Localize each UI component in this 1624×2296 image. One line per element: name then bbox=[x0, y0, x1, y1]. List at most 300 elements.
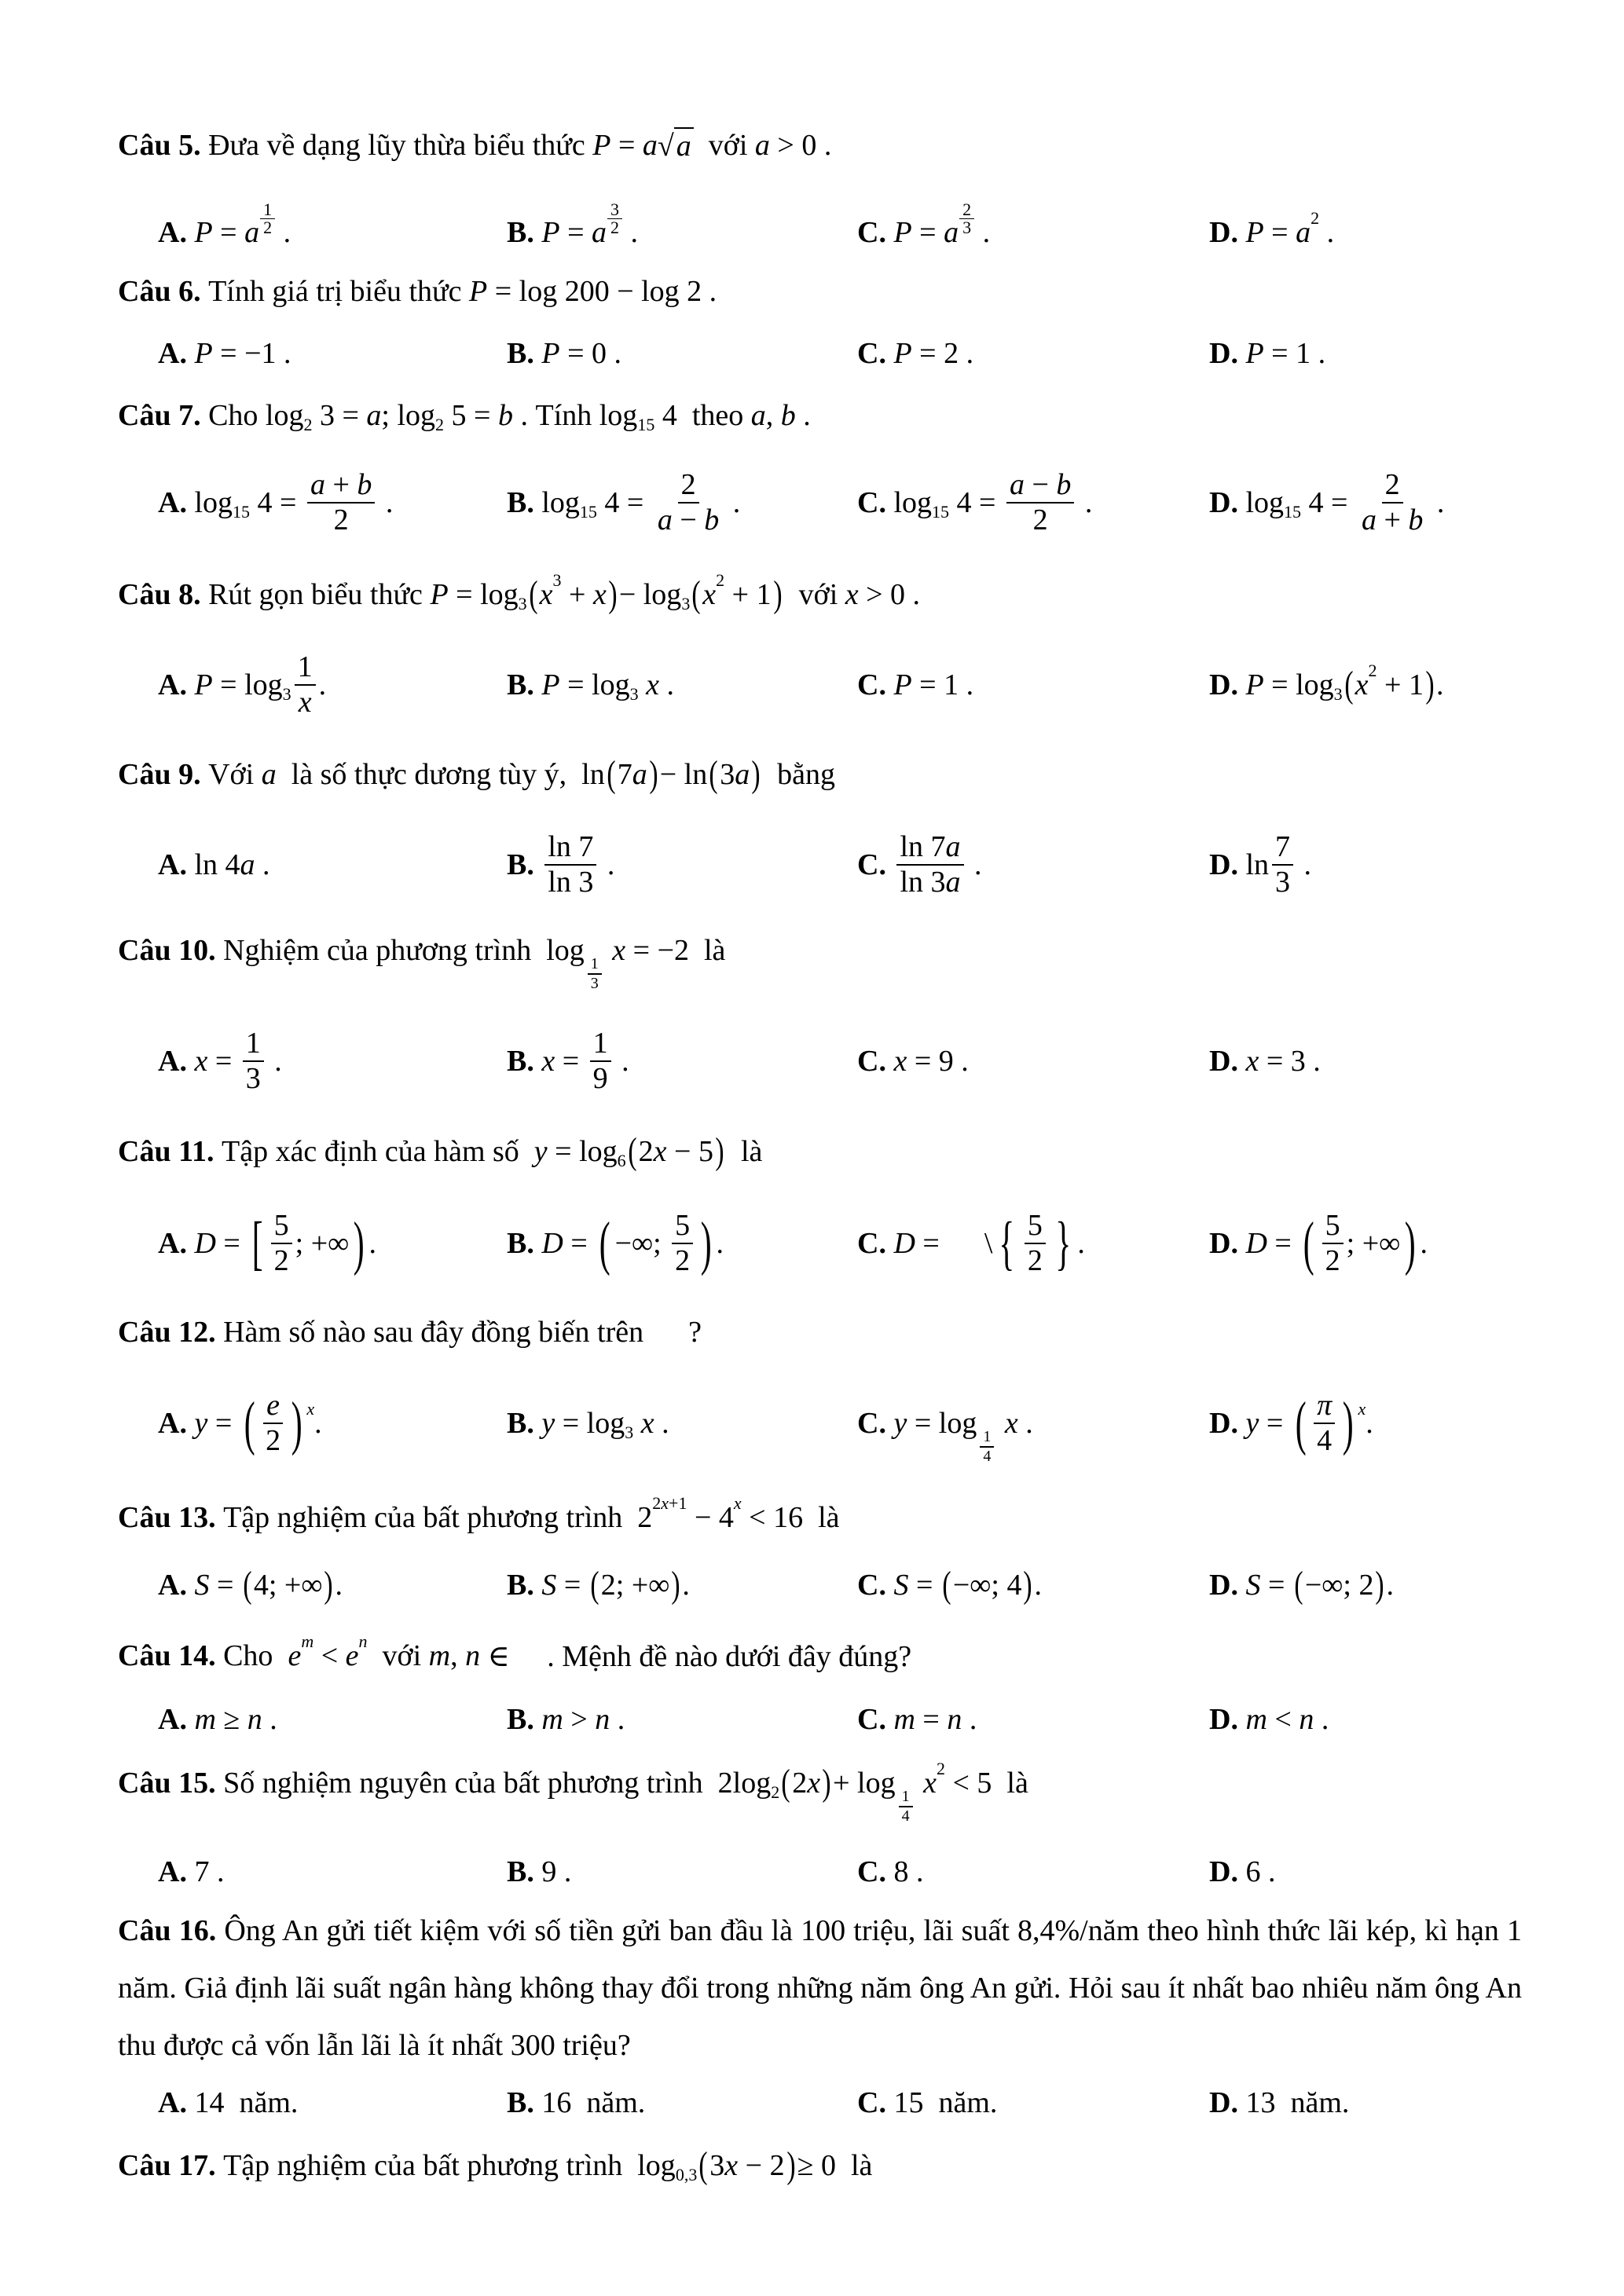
denominator bbox=[959, 219, 974, 236]
label: A. bbox=[158, 337, 187, 370]
text: = 0 . bbox=[559, 337, 622, 370]
text: ∈ . Mệnh đề nào dưới đây đúng? bbox=[480, 1639, 912, 1673]
answer-option-a bbox=[158, 199, 291, 251]
text: = 1 . bbox=[911, 668, 974, 701]
subscript-fraction bbox=[896, 1788, 916, 1825]
text: ln 3 bbox=[548, 866, 594, 899]
math-variable: m bbox=[301, 1631, 314, 1651]
label: Câu 17. bbox=[118, 2149, 216, 2182]
text bbox=[534, 215, 542, 250]
answer-option-b bbox=[507, 468, 740, 538]
label: A. bbox=[158, 2086, 187, 2119]
math-variable: P bbox=[893, 216, 912, 249]
text: = bbox=[209, 1569, 241, 1602]
label: A. bbox=[158, 848, 187, 881]
text: = \ bbox=[915, 1227, 993, 1261]
answer-option-b bbox=[507, 336, 621, 371]
label: B. bbox=[507, 668, 534, 701]
denominator bbox=[1025, 1244, 1046, 1279]
text: bằng bbox=[762, 758, 836, 791]
bracket: ) bbox=[751, 753, 761, 795]
bracket: ) bbox=[1342, 1390, 1354, 1457]
answer-option-c bbox=[857, 468, 1092, 538]
square-root bbox=[658, 127, 694, 163]
math-variable: x bbox=[1358, 1399, 1366, 1419]
math-variable: n bbox=[595, 1703, 610, 1736]
text: với bbox=[783, 578, 845, 611]
answer-option-d bbox=[1209, 661, 1444, 705]
math-variable: a bbox=[632, 758, 647, 791]
subscript: 3 bbox=[681, 594, 691, 613]
math-variable: P bbox=[1245, 216, 1264, 249]
text bbox=[534, 1406, 542, 1441]
math-variable: x bbox=[541, 1045, 555, 1078]
bracket: ) bbox=[773, 573, 783, 615]
answer-option-c bbox=[857, 830, 982, 900]
answer-option-d bbox=[1209, 1209, 1428, 1279]
text bbox=[886, 848, 894, 882]
denominator bbox=[654, 504, 722, 538]
math-variable: x bbox=[661, 1493, 669, 1513]
subscript-fraction bbox=[977, 1428, 997, 1466]
answer-option-b bbox=[507, 1027, 629, 1097]
text: 1 bbox=[263, 199, 273, 219]
answer-option-b bbox=[507, 1702, 625, 1737]
text: . bbox=[1077, 486, 1093, 520]
text: . bbox=[1420, 1227, 1428, 1261]
fraction bbox=[672, 1209, 693, 1279]
math-variable: P bbox=[541, 216, 560, 249]
answer-option-d bbox=[1209, 1855, 1275, 1889]
math-variable: P bbox=[592, 129, 611, 162]
label: D. bbox=[1209, 2086, 1238, 2119]
text: = 9 . bbox=[907, 1045, 969, 1078]
text: 4 = bbox=[250, 486, 304, 520]
superscript bbox=[607, 201, 623, 236]
label: A. bbox=[158, 1407, 187, 1441]
label: Câu 7. bbox=[118, 399, 201, 432]
text: . bbox=[623, 216, 639, 249]
answer-option-a bbox=[158, 1027, 282, 1097]
answer-option-d bbox=[1209, 1044, 1321, 1078]
fraction bbox=[899, 1788, 913, 1825]
text: Nghiệm của phương trình log bbox=[215, 934, 585, 967]
text: . bbox=[1386, 1569, 1394, 1602]
text: ; log bbox=[381, 399, 436, 432]
question-stem bbox=[118, 127, 831, 163]
fraction bbox=[262, 1389, 284, 1459]
label: C. bbox=[857, 216, 886, 249]
subscript: 15 bbox=[579, 502, 597, 522]
fraction bbox=[1358, 468, 1426, 538]
answer-option-d bbox=[1209, 1389, 1373, 1459]
fraction bbox=[654, 468, 722, 538]
answer-option-c bbox=[857, 1702, 977, 1737]
label: A. bbox=[158, 1855, 187, 1888]
text: là số thực dương tùy ý, ln bbox=[276, 758, 605, 791]
denominator bbox=[1272, 866, 1293, 900]
text: 5 bbox=[1027, 1208, 1043, 1242]
math-variable: n bbox=[247, 1703, 262, 1736]
label: Câu 9. bbox=[118, 758, 201, 791]
text: = bbox=[911, 216, 944, 249]
text bbox=[187, 1568, 195, 1602]
text: = 3 . bbox=[1259, 1045, 1321, 1078]
text: = bbox=[555, 1045, 587, 1078]
math-variable: a bbox=[240, 848, 255, 881]
text: = log bbox=[555, 1407, 625, 1440]
subscript: 6 bbox=[617, 1151, 626, 1170]
text: − bbox=[1024, 467, 1057, 501]
math-variable: m bbox=[1245, 1703, 1267, 1736]
math-variable: a bbox=[1361, 504, 1377, 537]
math-variable: x bbox=[653, 1135, 667, 1168]
superscript bbox=[716, 570, 724, 591]
text: Hàm số nào sau đây đồng biến trên ? bbox=[215, 1316, 702, 1349]
text: . bbox=[262, 1703, 277, 1736]
text bbox=[534, 336, 542, 371]
answer-option-a bbox=[158, 1389, 322, 1459]
answer-option-b bbox=[507, 1406, 669, 1441]
denominator bbox=[1030, 504, 1051, 538]
label: D. bbox=[1209, 216, 1238, 249]
label: B. bbox=[507, 1703, 534, 1736]
label: B. bbox=[507, 848, 534, 882]
math-variable: a bbox=[945, 829, 961, 863]
bracket: ( bbox=[1294, 1564, 1303, 1606]
label: B. bbox=[507, 337, 534, 370]
text: + bbox=[1376, 504, 1409, 537]
text: 3 bbox=[720, 758, 735, 791]
text: 1 bbox=[592, 1026, 608, 1060]
denominator bbox=[1314, 1424, 1335, 1459]
text: < bbox=[1267, 1703, 1300, 1736]
math-variable: x bbox=[592, 578, 607, 611]
math-variable: P bbox=[893, 668, 912, 701]
text: . bbox=[962, 1703, 977, 1736]
text: 2 bbox=[1027, 1244, 1043, 1278]
answer-option-c bbox=[857, 1566, 1042, 1604]
text bbox=[534, 848, 542, 882]
math-variable: e bbox=[288, 1639, 302, 1672]
bracket: ( bbox=[1303, 1210, 1314, 1277]
math-variable: P bbox=[194, 668, 213, 702]
numerator bbox=[243, 1027, 264, 1063]
subscript: 2 bbox=[771, 1782, 780, 1802]
subscript: 0,3 bbox=[675, 2165, 698, 2184]
bracket: ) bbox=[1023, 1564, 1033, 1606]
math-variable: S bbox=[1245, 1569, 1261, 1602]
text: 7 bbox=[617, 758, 632, 791]
text: 9 bbox=[592, 1062, 608, 1096]
text bbox=[534, 1044, 542, 1078]
bracket: ( bbox=[1344, 664, 1354, 705]
math-variable: m bbox=[428, 1639, 451, 1672]
text: + log bbox=[833, 1767, 896, 1800]
answer-option-a bbox=[158, 1855, 224, 1889]
question-paragraph bbox=[118, 1902, 1522, 2074]
numerator bbox=[1025, 1209, 1046, 1245]
text: . Tính log bbox=[512, 399, 638, 432]
denominator: 3 bbox=[590, 975, 599, 992]
label: D. bbox=[1209, 668, 1238, 701]
question-stem bbox=[118, 932, 726, 992]
bracket: { bbox=[999, 1210, 1015, 1277]
numerator bbox=[544, 830, 596, 866]
bracket: ) bbox=[649, 753, 658, 795]
bracket: ( bbox=[698, 2144, 708, 2186]
text: − bbox=[672, 504, 705, 537]
math-variable: b bbox=[1056, 467, 1072, 501]
text: = bbox=[559, 216, 592, 249]
denominator bbox=[295, 686, 315, 720]
answer-option-c bbox=[857, 199, 991, 251]
text: = bbox=[556, 1569, 588, 1602]
fraction bbox=[1025, 1209, 1046, 1279]
label: D. bbox=[1209, 1569, 1238, 1602]
bracket: ) bbox=[291, 1390, 302, 1457]
text: 5 bbox=[1325, 1208, 1340, 1242]
text: 2 bbox=[610, 217, 620, 237]
text: 2 bbox=[1311, 208, 1320, 228]
bracket: ) bbox=[822, 1762, 831, 1803]
answer-option-a bbox=[158, 1566, 343, 1604]
text bbox=[1238, 1568, 1246, 1602]
text: . bbox=[1319, 216, 1335, 249]
text: 2 bbox=[675, 1244, 691, 1278]
math-variable: b bbox=[497, 399, 513, 432]
answer-option-d bbox=[1209, 1702, 1329, 1737]
label: D. bbox=[1209, 486, 1238, 520]
text: = bbox=[1260, 1569, 1292, 1602]
text: = bbox=[215, 1227, 248, 1261]
label: A. bbox=[158, 1569, 187, 1602]
denominator bbox=[607, 219, 622, 236]
text: = log bbox=[547, 1135, 618, 1168]
bracket: } bbox=[1055, 1210, 1072, 1277]
math-variable: x bbox=[893, 1045, 907, 1078]
math-variable: x bbox=[646, 668, 659, 701]
label: Câu 5. bbox=[118, 129, 201, 162]
math-variable: b bbox=[1408, 504, 1424, 537]
text: Với bbox=[200, 758, 262, 791]
text: . bbox=[335, 1569, 343, 1602]
text: . bbox=[266, 1045, 282, 1078]
text: −∞; 4 bbox=[952, 1569, 1022, 1602]
math-variable: P bbox=[893, 337, 912, 370]
answer-option-a bbox=[158, 1702, 277, 1737]
text: ≥ 0 là bbox=[797, 2149, 873, 2182]
math-variable: P bbox=[1245, 337, 1264, 370]
denominator bbox=[271, 1244, 292, 1279]
fraction bbox=[1322, 1209, 1344, 1279]
question-stem bbox=[118, 398, 811, 433]
subscript: 3 bbox=[629, 684, 639, 704]
text: . bbox=[314, 1407, 322, 1441]
text: ln 7 bbox=[900, 829, 946, 863]
text: = log bbox=[1263, 668, 1334, 701]
text: Rút gọn biểu thức bbox=[200, 578, 431, 611]
denominator bbox=[590, 1062, 611, 1097]
denominator bbox=[331, 504, 352, 538]
text: = bbox=[1263, 216, 1296, 249]
label: D. bbox=[1209, 1855, 1238, 1888]
math-variable: m bbox=[194, 1703, 216, 1736]
superscript bbox=[553, 570, 562, 591]
answer-option-c bbox=[857, 1044, 969, 1078]
bracket: ) bbox=[608, 573, 618, 615]
question-stem bbox=[118, 753, 836, 795]
math-variable: x bbox=[298, 686, 312, 720]
text: = log bbox=[212, 668, 283, 702]
text: 2 bbox=[680, 467, 696, 501]
text: < 16 là bbox=[741, 1501, 840, 1534]
label: Câu 12. bbox=[118, 1316, 216, 1349]
label: Câu 13. bbox=[118, 1501, 216, 1534]
text: − 5 bbox=[666, 1135, 713, 1168]
label: C. bbox=[857, 1045, 886, 1078]
math-variable: x bbox=[640, 1407, 654, 1440]
answer-option-b bbox=[507, 199, 639, 251]
fraction bbox=[307, 468, 375, 538]
question-stem bbox=[118, 2144, 873, 2186]
math-variable: P bbox=[1245, 668, 1264, 701]
fraction bbox=[544, 830, 596, 900]
label: Câu 14. bbox=[118, 1639, 216, 1672]
text: Số nghiệm nguyên của bất phương trình 2log bbox=[215, 1767, 772, 1800]
text: 1 bbox=[297, 650, 313, 683]
label: C. bbox=[857, 1703, 886, 1736]
text: 2 bbox=[333, 504, 349, 537]
answer-option-d bbox=[1209, 830, 1311, 900]
math-variable: a bbox=[944, 216, 959, 249]
subscript: 15 bbox=[932, 502, 950, 522]
text: 2 bbox=[1032, 504, 1048, 537]
fraction bbox=[959, 201, 974, 236]
text: + 1 bbox=[724, 578, 772, 611]
numerator bbox=[678, 468, 699, 504]
text: 16 năm. bbox=[533, 2086, 646, 2119]
text: = bbox=[1267, 1227, 1300, 1261]
numerator bbox=[1006, 468, 1074, 504]
bracket: ) bbox=[353, 1210, 365, 1277]
bracket: ) bbox=[715, 1130, 724, 1172]
superscript bbox=[959, 201, 975, 236]
numerator bbox=[959, 201, 974, 219]
text: 3 = bbox=[312, 399, 367, 432]
text: = log bbox=[559, 668, 630, 701]
numerator bbox=[896, 830, 963, 866]
text: 2 bbox=[266, 1424, 281, 1458]
text: = −1 . bbox=[212, 337, 291, 370]
answer-option-a bbox=[158, 848, 270, 882]
text: < bbox=[313, 1639, 346, 1672]
text: 1 bbox=[245, 1026, 261, 1060]
label: C. bbox=[857, 848, 886, 882]
label: B. bbox=[507, 1227, 534, 1261]
subscript: 3 bbox=[625, 1423, 634, 1442]
bracket: ( bbox=[1295, 1390, 1307, 1457]
text bbox=[916, 1766, 924, 1800]
subscript: 15 bbox=[1284, 502, 1302, 522]
bracket: ( bbox=[529, 573, 538, 615]
bracket: ( bbox=[599, 1210, 610, 1277]
math-variable: a bbox=[750, 399, 766, 432]
math-variable: m bbox=[541, 1703, 563, 1736]
text: = bbox=[915, 1703, 948, 1736]
text: log bbox=[885, 486, 933, 520]
math-variable: D bbox=[541, 1227, 563, 1261]
text bbox=[997, 1406, 1005, 1441]
math-variable: m bbox=[893, 1703, 915, 1736]
bracket: ) bbox=[671, 1564, 680, 1606]
text bbox=[633, 1406, 641, 1441]
text: 2 bbox=[936, 1759, 945, 1778]
answer-option-a bbox=[158, 2085, 298, 2120]
label: B. bbox=[507, 486, 534, 520]
text: 4; +∞ bbox=[253, 1569, 323, 1602]
denominator bbox=[260, 219, 275, 236]
text: . bbox=[1429, 486, 1445, 520]
text: 9 . bbox=[533, 1855, 572, 1888]
text: −∞; bbox=[614, 1227, 669, 1261]
subscript: 15 bbox=[233, 502, 251, 522]
text: 3 bbox=[552, 570, 562, 590]
bracket: ( bbox=[709, 753, 718, 795]
text: . bbox=[614, 1045, 629, 1078]
fraction bbox=[260, 201, 275, 236]
math-variable: b bbox=[704, 504, 720, 537]
text: = bbox=[1259, 1407, 1291, 1441]
text bbox=[639, 668, 647, 702]
superscript bbox=[652, 1493, 687, 1514]
numerator bbox=[1272, 830, 1293, 866]
text: > bbox=[563, 1703, 596, 1736]
bracket: ( bbox=[590, 1564, 599, 1606]
denominator bbox=[672, 1244, 693, 1279]
superscript bbox=[306, 1399, 314, 1419]
text: 3 bbox=[610, 199, 620, 219]
question-stem bbox=[118, 1130, 763, 1172]
text: . bbox=[658, 668, 674, 701]
text: . bbox=[1435, 668, 1444, 701]
subscript: 3 bbox=[282, 684, 291, 705]
text: 2 bbox=[263, 217, 273, 237]
label: C. bbox=[857, 486, 886, 520]
text: . bbox=[276, 216, 291, 249]
label: Câu 16. bbox=[118, 1914, 217, 1947]
text: = bbox=[908, 1569, 940, 1602]
denominator: 4 bbox=[901, 1807, 910, 1825]
superscript bbox=[937, 1759, 945, 1779]
answer-option-a bbox=[158, 336, 291, 371]
label: A. bbox=[158, 1227, 187, 1261]
text: + bbox=[324, 467, 357, 501]
superscript bbox=[259, 201, 276, 236]
answer-option-d bbox=[1209, 1566, 1394, 1604]
math-variable: x bbox=[1004, 1407, 1018, 1440]
text: . bbox=[610, 1703, 625, 1736]
text: . bbox=[255, 848, 270, 881]
math-variable: P bbox=[541, 337, 560, 370]
text bbox=[886, 1702, 894, 1737]
numerator bbox=[590, 1027, 611, 1063]
math-variable: D bbox=[1245, 1227, 1267, 1261]
text: Tập xác định của hàm số bbox=[214, 1135, 534, 1168]
text: 6 . bbox=[1237, 1855, 1276, 1888]
math-variable: x bbox=[306, 1399, 315, 1419]
math-variable: a bbox=[244, 216, 260, 249]
